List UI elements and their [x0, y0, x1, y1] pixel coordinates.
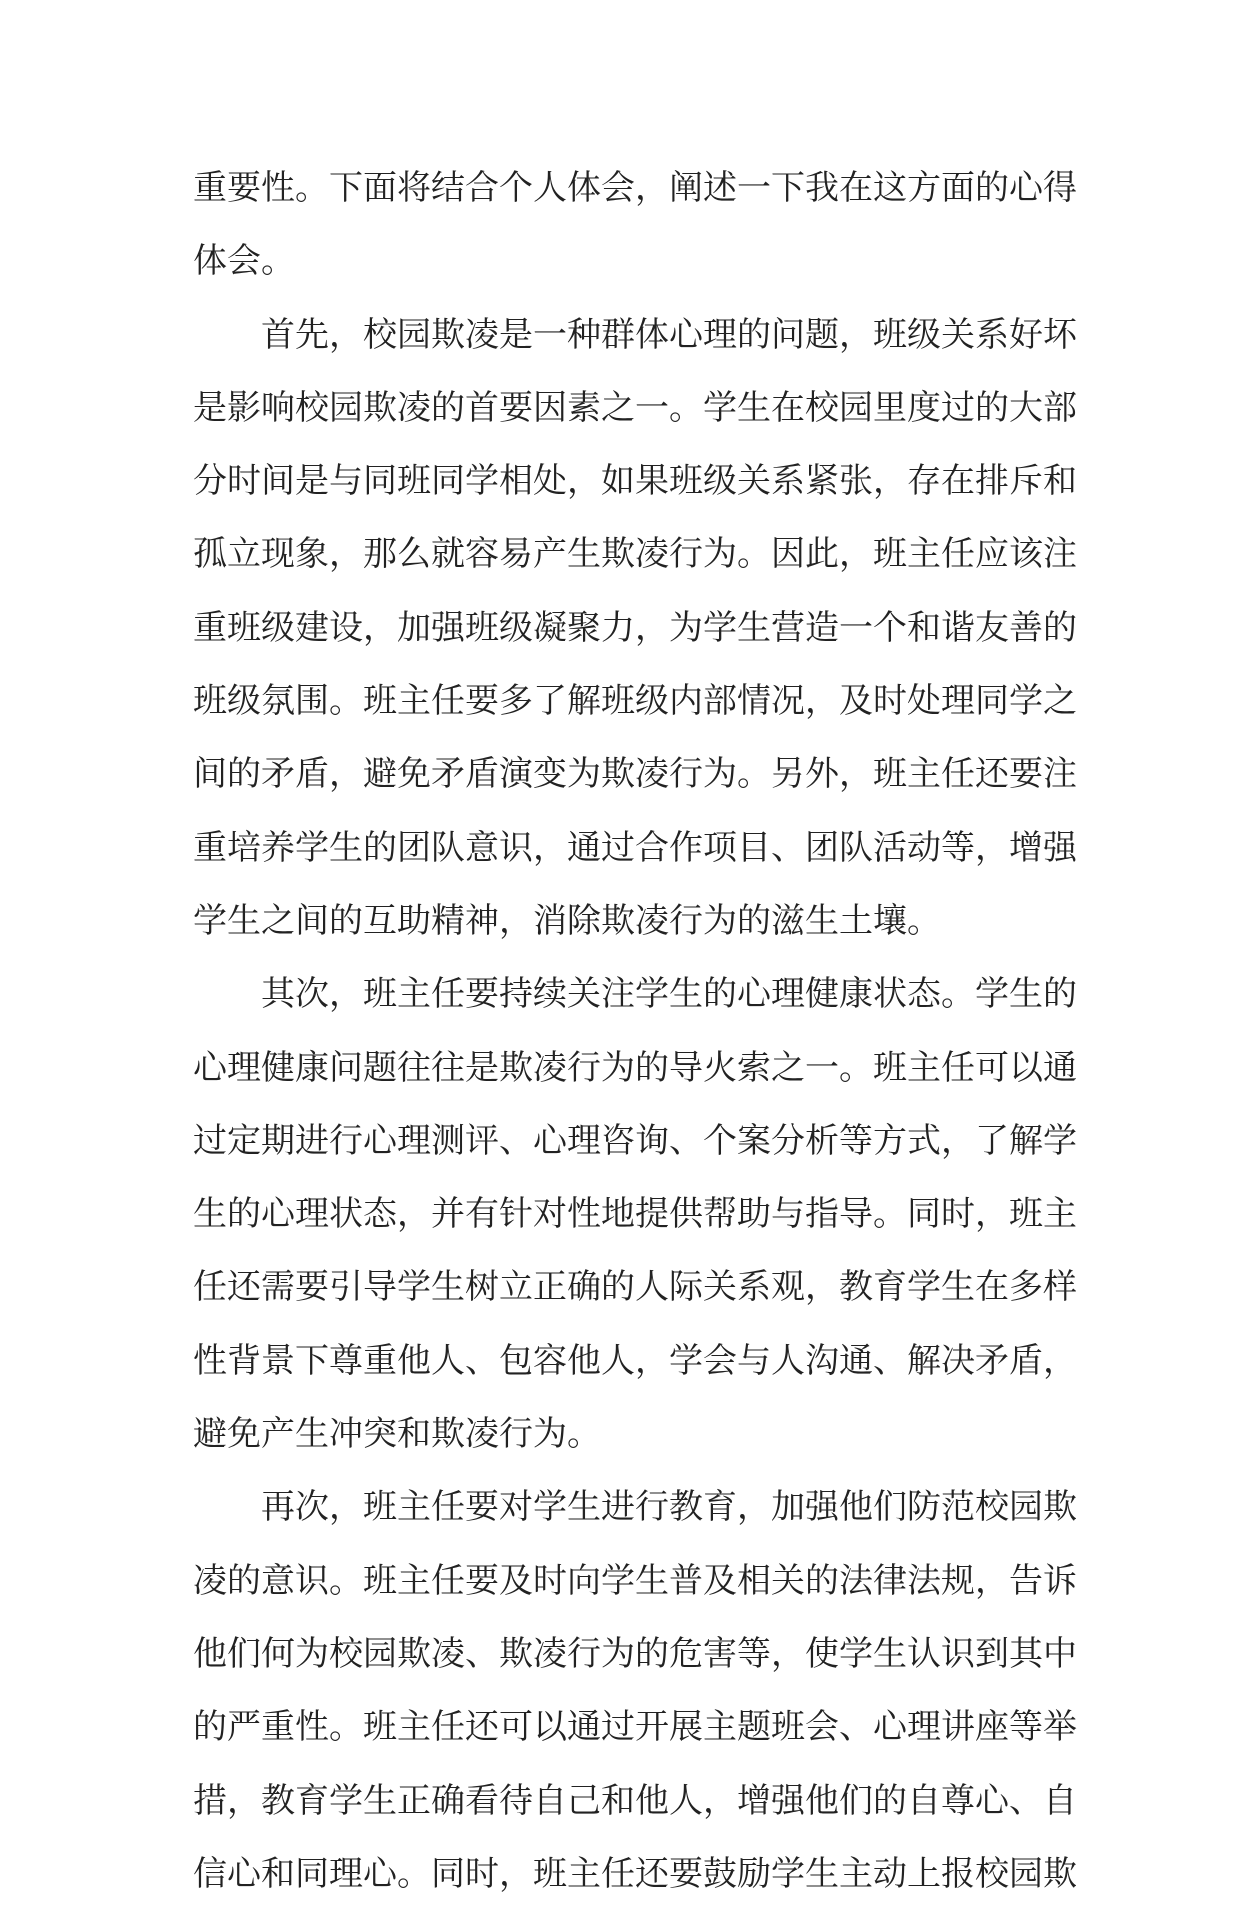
- text-line: 重培养学生的团队意识，通过合作项目、团队活动等，增强: [193, 827, 1077, 868]
- body-text: [193, 152, 1077, 1911]
- text-line: 过定期进行心理测评、心理咨询、个案分析等方式，了解学: [193, 1120, 1077, 1161]
- text-line: 是影响校园欺凌的首要因素之一。学生在校园里度过的大部: [193, 387, 1077, 428]
- text-line: 孤立现象，那么就容易产生欺凌行为。因此，班主任应该注: [193, 534, 1077, 575]
- text-line: 学生之间的互助精神，消除欺凌行为的滋生土壤。: [193, 900, 941, 941]
- text-line: 他们何为校园欺凌、欺凌行为的危害等，使学生认识到其中: [193, 1633, 1077, 1674]
- text-line: 心理健康问题往往是欺凌行为的导火索之一。班主任可以通: [193, 1047, 1077, 1088]
- text-line: 的严重性。班主任还可以通过开展主题班会、心理讲座等举: [193, 1707, 1077, 1748]
- paragraph-first-line: 再次，班主任要对学生进行教育，加强他们防范校园欺: [261, 1487, 1077, 1528]
- text-line: 性背景下尊重他人、包容他人，学会与人沟通、解决矛盾，: [193, 1340, 1077, 1381]
- text-line: 信心和同理心。同时，班主任还要鼓励学生主动上报校园欺: [193, 1853, 1077, 1894]
- text-line: 生的心理状态，并有针对性地提供帮助与指导。同时，班主: [193, 1194, 1077, 1235]
- text-line: 分时间是与同班同学相处，如果班级关系紧张，存在排斥和: [193, 461, 1077, 502]
- text-line: 任还需要引导学生树立正确的人际关系观，教育学生在多样: [193, 1267, 1077, 1308]
- paragraph-first-line: 其次，班主任要持续关注学生的心理健康状态。学生的: [261, 974, 1077, 1015]
- text-line: 班级氛围。班主任要多了解班级内部情况，及时处理同学之: [193, 681, 1077, 722]
- text-line: 间的矛盾，避免矛盾演变为欺凌行为。另外，班主任还要注: [193, 754, 1077, 795]
- paragraph-first-line: 首先，校园欺凌是一种群体心理的问题，班级关系好坏: [261, 314, 1077, 355]
- text-line: 避免产生冲突和欺凌行为。: [193, 1414, 601, 1455]
- text-line: 措，教育学生正确看待自己和他人，增强他们的自尊心、自: [193, 1780, 1077, 1821]
- text-line: 凌的意识。班主任要及时向学生普及相关的法律法规，告诉: [193, 1560, 1077, 1601]
- text-line: 重班级建设，加强班级凝聚力，为学生营造一个和谐友善的: [193, 607, 1077, 648]
- text-line: 体会。: [193, 241, 295, 282]
- text-line: 重要性。下面将结合个人体会，阐述一下我在这方面的心得: [193, 168, 1077, 208]
